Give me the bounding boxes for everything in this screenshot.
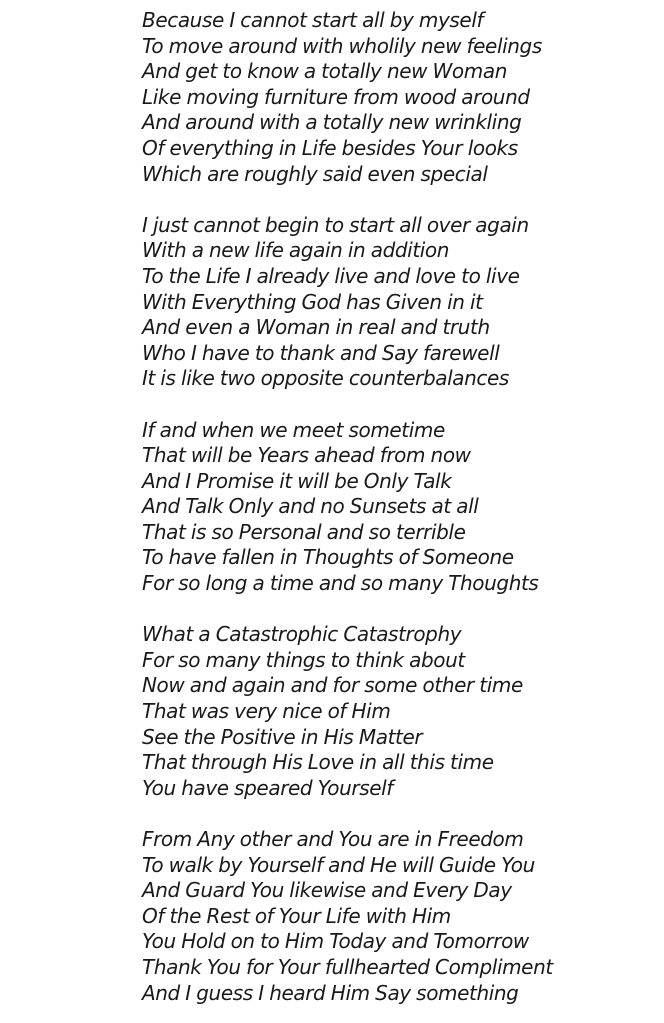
- poem-line: With a new life again in addition: [142, 238, 450, 263]
- poem-line: You have speared Yourself: [142, 775, 393, 800]
- poem-line: To move around with wholily new feelings: [142, 33, 542, 58]
- stanza-1: [142, 8, 642, 187]
- poem-line: Because I cannot start all by myself: [142, 8, 484, 32]
- stanza-5: [142, 827, 642, 1006]
- poem-line: And even a Woman in real and truth: [142, 315, 490, 340]
- poem-line: You Hold on to Him Today and Tomorrow: [142, 929, 529, 954]
- poem-line: And Talk Only and no Sunsets at all: [142, 494, 479, 519]
- poem-line: That will be Years ahead from now: [142, 443, 471, 468]
- poem-line: Of the Rest of Your Life with Him: [142, 903, 451, 928]
- poem-line: And I Promise it will be Only Talk: [142, 468, 452, 493]
- poem-line: See the Positive in His Matter: [142, 724, 423, 749]
- poem-line: With Everything God has Given in it: [142, 289, 483, 314]
- poem-line: And get to know a totally new Woman: [142, 59, 507, 84]
- stanza-3: [142, 418, 642, 597]
- poem-line: To the Life I already live and love to live: [142, 263, 520, 288]
- poem-line: Like moving furniture from wood around: [142, 84, 530, 109]
- poem-line: Which are roughly said even special: [142, 161, 488, 186]
- poem-line: That was very nice of Him: [142, 699, 391, 724]
- poem-line: Thank You for Your fullhearted Compliment: [142, 954, 553, 979]
- poem-line: From Any other and You are in Freedom: [142, 827, 524, 851]
- poem-body: [142, 8, 642, 1006]
- poem-line: If and when we meet sometime: [142, 417, 445, 442]
- poem-line: That through His Love in all this time: [142, 750, 494, 775]
- poem-line: For so many things to think about: [142, 647, 465, 672]
- poem-line: And I guess I heard Him Say something: [142, 980, 519, 1005]
- stanza-2: [142, 213, 642, 392]
- poem-line: Of everything in Life besides Your looks: [142, 135, 518, 160]
- poem-line: To have fallen in Thoughts of Someone: [142, 545, 514, 570]
- stanza-4: [142, 622, 642, 801]
- poem-line: And Guard You likewise and Every Day: [142, 878, 512, 903]
- poem-line: It is like two opposite counterbalances: [142, 366, 509, 391]
- poem-line: Who I have to thank and Say farewell: [142, 340, 500, 365]
- poem-line: For so long a time and so many Thoughts: [142, 571, 539, 596]
- poem-line: I just cannot begin to start all over again: [142, 212, 529, 237]
- poem-line: That is so Personal and so terrible: [142, 519, 466, 544]
- poem-line: To walk by Yourself and He will Guide You: [142, 852, 535, 877]
- poem-line: And around with a totally new wrinkling: [142, 110, 522, 135]
- poem-line: What a Catastrophic Catastrophy: [142, 622, 462, 647]
- poem-line: Now and again and for some other time: [142, 673, 523, 698]
